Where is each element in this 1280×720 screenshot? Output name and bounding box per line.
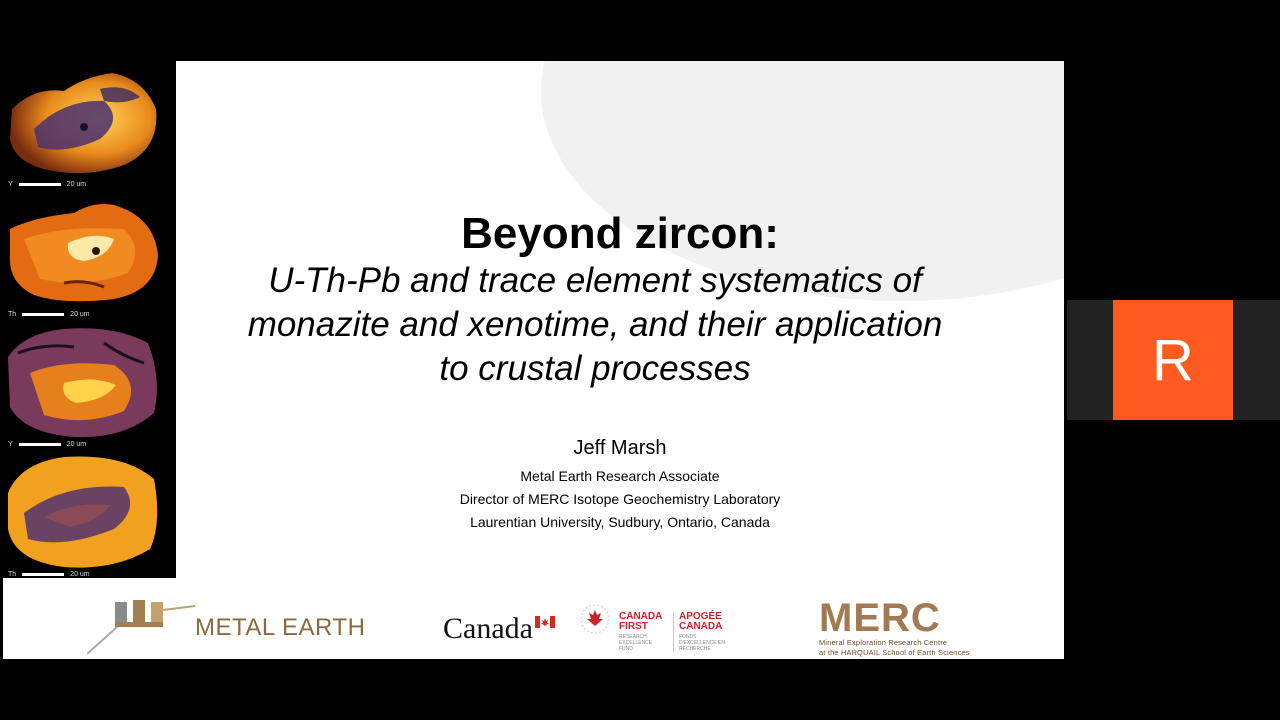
logo-bar (3, 578, 1064, 659)
grain-image-1 (4, 69, 162, 179)
mineral-image-strip (0, 61, 176, 578)
scale-bar-2: Th 20 um (8, 311, 90, 318)
slide-title: Beyond zircon: (461, 209, 779, 258)
participant-avatar: R (1113, 300, 1233, 420)
affiliation-line: Director of MERC Isotope Geochemistry Laboratory (459, 491, 781, 507)
cfref-french: APOGÉE CANADA (679, 611, 723, 632)
scale-bar-1: Y 20 um (8, 181, 87, 188)
scale-bar-3: Y 20 um (8, 441, 87, 448)
metal-earth-logo-text: METAL EARTH (195, 614, 366, 641)
grain-image-4 (4, 453, 162, 571)
canada-wordmark-text: Canada (443, 612, 533, 645)
maple-leaf-icon (577, 604, 613, 634)
subtitle-line: to crustal processes (439, 349, 751, 388)
canada-flag-icon (535, 616, 555, 628)
subtitle-line: monazite and xenotime, and their application (247, 305, 943, 344)
canada-first-logo (577, 604, 725, 652)
cfref-divider (673, 612, 674, 652)
scale-bar-4: Th 20 um (8, 571, 90, 578)
merc-logo-word: MERC (819, 596, 941, 640)
canada-wordmark (443, 612, 533, 646)
shared-slide (176, 61, 1064, 659)
cfref-english: CANADA FIRST (619, 611, 663, 632)
merc-logo-line2: at the HARQUAIL School of Earth Sciences (819, 648, 970, 657)
metal-earth-logo-icon (87, 596, 195, 656)
grain-image-2 (4, 199, 162, 309)
merc-logo (819, 598, 983, 658)
grain-image-3 (4, 323, 162, 441)
cfref-french-small: FONDS D'EXCELLENCE EN RECHERCHE (679, 634, 725, 652)
slide-subtitle (186, 259, 1004, 391)
cfref-english-small: RESEARCH EXCELLENCE FUND (619, 634, 653, 652)
affiliation-line: Laurentian University, Sudbury, Ontario, Canada (470, 514, 770, 530)
affiliation-line: Metal Earth Research Associate (520, 468, 720, 484)
merc-logo-line1: Mineral Exploration Research Centre (819, 638, 948, 647)
participant-tile[interactable] (1067, 300, 1280, 420)
subtitle-line: U-Th-Pb and trace element systematics of (268, 261, 922, 300)
author-name: Jeff Marsh (573, 437, 667, 459)
